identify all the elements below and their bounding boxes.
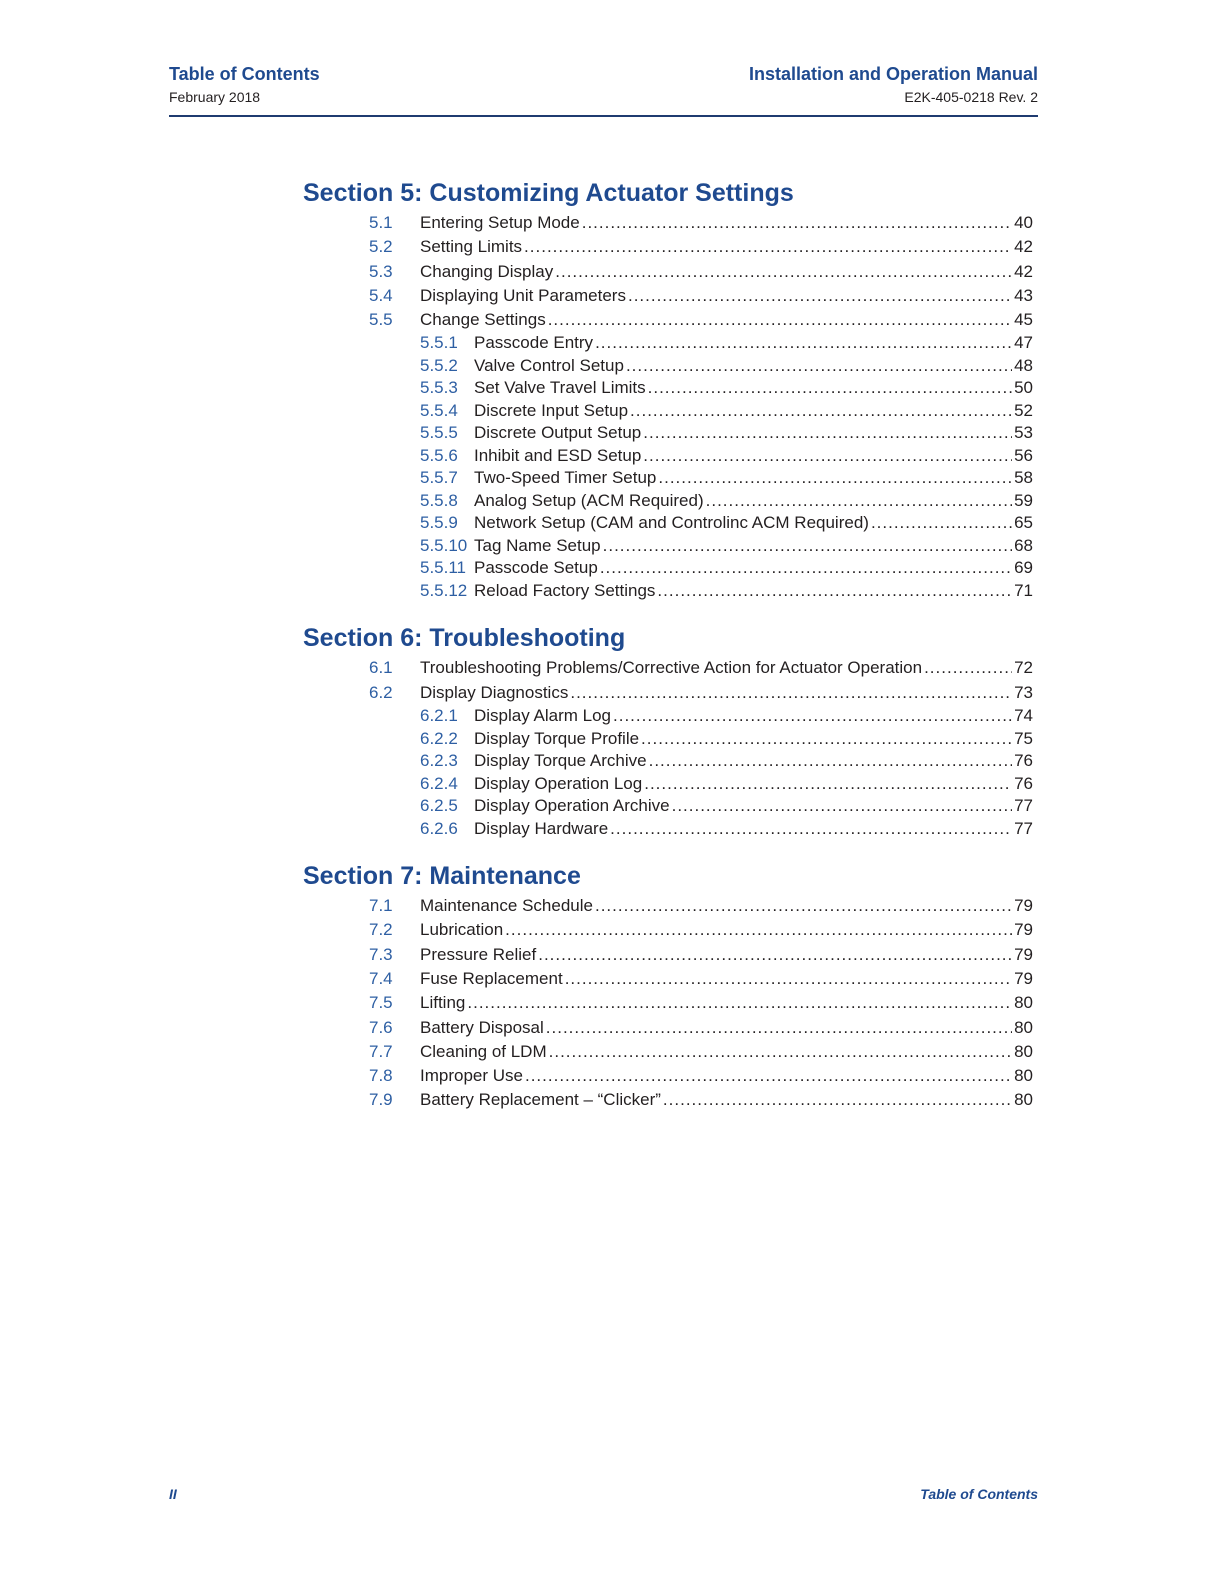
toc-entry[interactable] xyxy=(303,400,1033,423)
toc-entry-number: 7.4 xyxy=(369,968,393,988)
toc-entry-title: Analog Setup (ACM Required) xyxy=(474,490,704,510)
dot-leader xyxy=(649,750,1012,772)
toc-entry[interactable] xyxy=(303,991,1033,1015)
toc-entry-title: Set Valve Travel Limits xyxy=(474,378,646,398)
toc-entry-title: Battery Disposal xyxy=(420,1017,544,1037)
toc-entry-number: 5.5.8 xyxy=(420,490,458,510)
toc-entry[interactable] xyxy=(303,557,1033,580)
toc-entry[interactable] xyxy=(303,535,1033,558)
dot-leader xyxy=(643,445,1012,467)
toc-entry-page: 79 xyxy=(1014,920,1033,940)
toc-entry-number: 5.5.5 xyxy=(420,423,458,443)
dot-leader xyxy=(546,1016,1012,1040)
toc-section xyxy=(303,858,1033,1113)
toc-entry-page: 56 xyxy=(1014,445,1033,465)
toc-entry-number: 5.5.7 xyxy=(420,468,458,488)
toc-entry-page: 42 xyxy=(1014,261,1033,281)
table-of-contents xyxy=(303,175,1033,1131)
dot-leader xyxy=(672,795,1012,817)
toc-entry-number: 7.8 xyxy=(369,1066,393,1086)
toc-entry[interactable] xyxy=(303,818,1033,841)
toc-entry-title: Valve Control Setup xyxy=(474,355,624,375)
toc-entry[interactable] xyxy=(303,1088,1033,1112)
toc-entry-title: Pressure Relief xyxy=(420,944,537,964)
toc-entry-title: Discrete Output Setup xyxy=(474,423,642,443)
toc-entry-page: 45 xyxy=(1014,310,1033,330)
toc-entry-number: 5.3 xyxy=(369,261,393,281)
toc-entry-number: 5.2 xyxy=(369,237,393,257)
toc-entry-page: 43 xyxy=(1014,285,1033,305)
toc-entry-page: 80 xyxy=(1014,1041,1033,1061)
toc-entry-title: Displaying Unit Parameters xyxy=(420,285,626,305)
toc-entry-page: 80 xyxy=(1014,1017,1033,1037)
toc-entry-number: 5.5.4 xyxy=(420,400,458,420)
header-manual-title: Installation and Operation Manual xyxy=(748,64,1038,84)
toc-entry[interactable] xyxy=(303,705,1033,728)
toc-entry-number: 5.5.6 xyxy=(420,445,458,465)
toc-entry-page: 58 xyxy=(1014,468,1033,488)
toc-entry-number: 7.6 xyxy=(369,1017,393,1037)
header-right xyxy=(749,62,1038,108)
dot-leader xyxy=(595,332,1012,354)
section-heading[interactable]: Section 7: Maintenance xyxy=(303,862,581,891)
toc-entry[interactable] xyxy=(303,332,1033,355)
toc-entry-title: Passcode Entry xyxy=(474,333,594,353)
toc-entry-page: 80 xyxy=(1014,1066,1033,1086)
dot-leader xyxy=(641,728,1012,750)
dot-leader xyxy=(549,1040,1012,1064)
header-doc-section: Table of Contents xyxy=(169,64,320,84)
dot-leader xyxy=(626,355,1012,377)
dot-leader xyxy=(603,535,1012,557)
toc-entry-number: 7.1 xyxy=(369,896,393,916)
toc-entry-title: Inhibit and ESD Setup xyxy=(474,445,642,465)
toc-entry-page: 79 xyxy=(1014,896,1033,916)
toc-entry-number: 5.5.12 xyxy=(420,580,468,600)
toc-entry-page: 59 xyxy=(1014,490,1033,510)
toc-entry-number: 5.4 xyxy=(369,285,393,305)
toc-entry[interactable] xyxy=(303,467,1033,490)
toc-entry-number: 6.1 xyxy=(369,658,393,678)
footer-page-number: II xyxy=(169,1486,177,1502)
dot-leader xyxy=(600,557,1012,579)
toc-entry[interactable] xyxy=(303,235,1033,259)
toc-entry-page: 77 xyxy=(1014,796,1033,816)
toc-entry-page: 73 xyxy=(1014,682,1033,702)
toc-entry-page: 47 xyxy=(1014,333,1033,353)
toc-entry-page: 52 xyxy=(1014,400,1033,420)
toc-entry-title: Two-Speed Timer Setup xyxy=(474,468,657,488)
toc-entry-title: Reload Factory Settings xyxy=(474,580,656,600)
toc-entry-page: 75 xyxy=(1014,728,1033,748)
toc-entry-number: 6.2.1 xyxy=(420,706,458,726)
toc-entry-title: Display Diagnostics xyxy=(420,682,569,702)
toc-entry[interactable] xyxy=(303,681,1033,705)
toc-entry[interactable] xyxy=(303,967,1033,991)
section-heading[interactable]: Section 5: Customizing Actuator Settings xyxy=(303,179,794,207)
dot-leader xyxy=(505,918,1012,942)
dot-leader xyxy=(613,705,1012,727)
toc-entry-number: 5.5 xyxy=(369,310,393,330)
toc-entry-page: 74 xyxy=(1014,706,1033,726)
toc-entry[interactable] xyxy=(303,490,1033,513)
dot-leader xyxy=(565,967,1012,991)
toc-entry[interactable] xyxy=(303,422,1033,445)
dot-leader xyxy=(644,773,1012,795)
toc-entry[interactable] xyxy=(303,512,1033,535)
toc-entry-title: Troubleshooting Problems/Corrective Action for Actuator Operation xyxy=(420,658,923,678)
toc-entry-title: Maintenance Schedule xyxy=(420,896,593,916)
toc-entry-number: 7.2 xyxy=(369,920,393,940)
toc-entry-page: 42 xyxy=(1014,237,1033,257)
toc-entry-title: Network Setup (CAM and Controlinc ACM Required) xyxy=(474,513,869,533)
toc-entry[interactable] xyxy=(303,795,1033,818)
toc-entry-page: 65 xyxy=(1014,513,1033,533)
dot-leader xyxy=(570,681,1012,705)
toc-entry-title: Display Torque Archive xyxy=(474,751,647,771)
toc-entry-title: Improper Use xyxy=(420,1066,523,1086)
toc-entry-title: Setting Limits xyxy=(420,237,523,257)
dot-leader xyxy=(657,580,1012,602)
toc-entry-title: Display Alarm Log xyxy=(474,706,612,726)
toc-entry-page: 69 xyxy=(1014,558,1033,578)
toc-entry-page: 72 xyxy=(1014,658,1033,678)
toc-entry-page: 40 xyxy=(1014,213,1033,232)
toc-section xyxy=(303,175,1033,602)
toc-entry[interactable] xyxy=(303,1016,1033,1040)
dot-leader xyxy=(658,467,1012,489)
toc-entry[interactable] xyxy=(303,284,1033,308)
header-divider xyxy=(169,115,1038,117)
toc-entry-page: 71 xyxy=(1014,580,1033,600)
dot-leader xyxy=(555,260,1012,284)
toc-entry-number: 6.2.3 xyxy=(420,751,458,771)
toc-entry-page: 50 xyxy=(1014,378,1033,398)
toc-entry-page: 48 xyxy=(1014,355,1033,375)
toc-entry[interactable] xyxy=(303,894,1033,918)
toc-entry-number: 7.7 xyxy=(369,1041,393,1061)
toc-entry-page: 77 xyxy=(1014,818,1033,838)
toc-entry-title: Display Torque Profile xyxy=(474,728,640,748)
toc-entry-title: Tag Name Setup xyxy=(474,535,601,555)
toc-entry-title: Battery Replacement – “Clicker” xyxy=(420,1090,661,1110)
toc-entry-page: 79 xyxy=(1014,944,1033,964)
toc-entry-page: 53 xyxy=(1014,423,1033,443)
toc-entry[interactable] xyxy=(303,773,1033,796)
toc-entry-page: 76 xyxy=(1014,751,1033,771)
dot-leader xyxy=(582,211,1012,235)
toc-section xyxy=(303,620,1033,840)
dot-leader xyxy=(524,235,1012,259)
toc-entry-number: 5.5.2 xyxy=(420,355,458,375)
dot-leader xyxy=(538,943,1012,967)
toc-entry-number: 6.2.2 xyxy=(420,728,458,748)
header-left xyxy=(169,62,320,108)
toc-entry-title: Lifting xyxy=(420,993,466,1013)
footer-section-name: Table of Contents xyxy=(920,1486,1038,1502)
toc-entry-number: 7.3 xyxy=(369,944,393,964)
dot-leader xyxy=(648,377,1012,399)
header-doc-number: E2K-405-0218 Rev. 2 xyxy=(904,89,1038,105)
toc-entry[interactable] xyxy=(303,308,1033,332)
toc-entry-number: 5.5.11 xyxy=(420,558,467,578)
toc-entry-title: Display Operation Log xyxy=(474,773,643,793)
dot-leader xyxy=(630,400,1012,422)
toc-entry-title: Cleaning of LDM xyxy=(420,1041,547,1061)
dot-leader xyxy=(643,422,1012,444)
toc-entry[interactable] xyxy=(303,377,1033,400)
toc-entry-number: 5.5.9 xyxy=(420,513,458,533)
toc-entry-number: 6.2 xyxy=(369,682,393,702)
dot-leader xyxy=(595,894,1012,918)
dot-leader xyxy=(467,991,1012,1015)
dot-leader xyxy=(628,284,1012,308)
dot-leader xyxy=(548,308,1012,332)
toc-entry-number: 7.5 xyxy=(369,993,393,1013)
toc-entry-number: 6.2.4 xyxy=(420,773,458,793)
toc-entry-title: Entering Setup Mode xyxy=(420,213,580,232)
toc-entry[interactable] xyxy=(303,211,1033,235)
toc-entry-title: Display Hardware xyxy=(474,818,609,838)
toc-entry-number: 6.2.5 xyxy=(420,796,458,816)
toc-entry-title: Change Settings xyxy=(420,310,546,330)
toc-entry-title: Discrete Input Setup xyxy=(474,400,629,420)
toc-entry[interactable] xyxy=(303,728,1033,751)
toc-entry[interactable] xyxy=(303,1064,1033,1088)
dot-leader xyxy=(924,656,1012,680)
dot-leader xyxy=(663,1088,1012,1112)
dot-leader xyxy=(706,490,1012,512)
toc-entry[interactable] xyxy=(303,656,1033,680)
toc-entry-number: 5.5.3 xyxy=(420,378,458,398)
toc-entry-title: Fuse Replacement xyxy=(420,968,563,988)
toc-entry[interactable] xyxy=(303,750,1033,773)
toc-entry-title: Lubrication xyxy=(420,920,504,940)
header-date: February 2018 xyxy=(169,89,261,105)
toc-entry[interactable] xyxy=(303,260,1033,284)
toc-entry[interactable] xyxy=(303,445,1033,468)
dot-leader xyxy=(610,818,1012,840)
toc-entry-title: Display Operation Archive xyxy=(474,796,670,816)
toc-entry-page: 68 xyxy=(1014,535,1033,555)
toc-entry-page: 76 xyxy=(1014,773,1033,793)
section-heading[interactable]: Section 6: Troubleshooting xyxy=(303,624,626,653)
toc-entry[interactable] xyxy=(303,918,1033,942)
dot-leader xyxy=(871,512,1012,534)
toc-entry-page: 79 xyxy=(1014,968,1033,988)
toc-entry-number: 5.5.10 xyxy=(420,535,468,555)
toc-entry[interactable] xyxy=(303,1040,1033,1064)
toc-entry-number: 6.2.6 xyxy=(420,818,458,838)
toc-entry-page: 80 xyxy=(1014,993,1033,1013)
toc-entry[interactable] xyxy=(303,580,1033,603)
toc-entry-title: Changing Display xyxy=(420,261,554,281)
toc-entry-number: 5.5.1 xyxy=(420,333,458,353)
dot-leader xyxy=(525,1064,1012,1088)
toc-entry-page: 80 xyxy=(1014,1090,1033,1110)
toc-entry-title: Passcode Setup xyxy=(474,558,598,578)
toc-entry-number: 5.1 xyxy=(369,213,393,232)
toc-entry-number: 7.9 xyxy=(369,1090,393,1110)
toc-entry[interactable] xyxy=(303,943,1033,967)
toc-entry[interactable] xyxy=(303,355,1033,378)
